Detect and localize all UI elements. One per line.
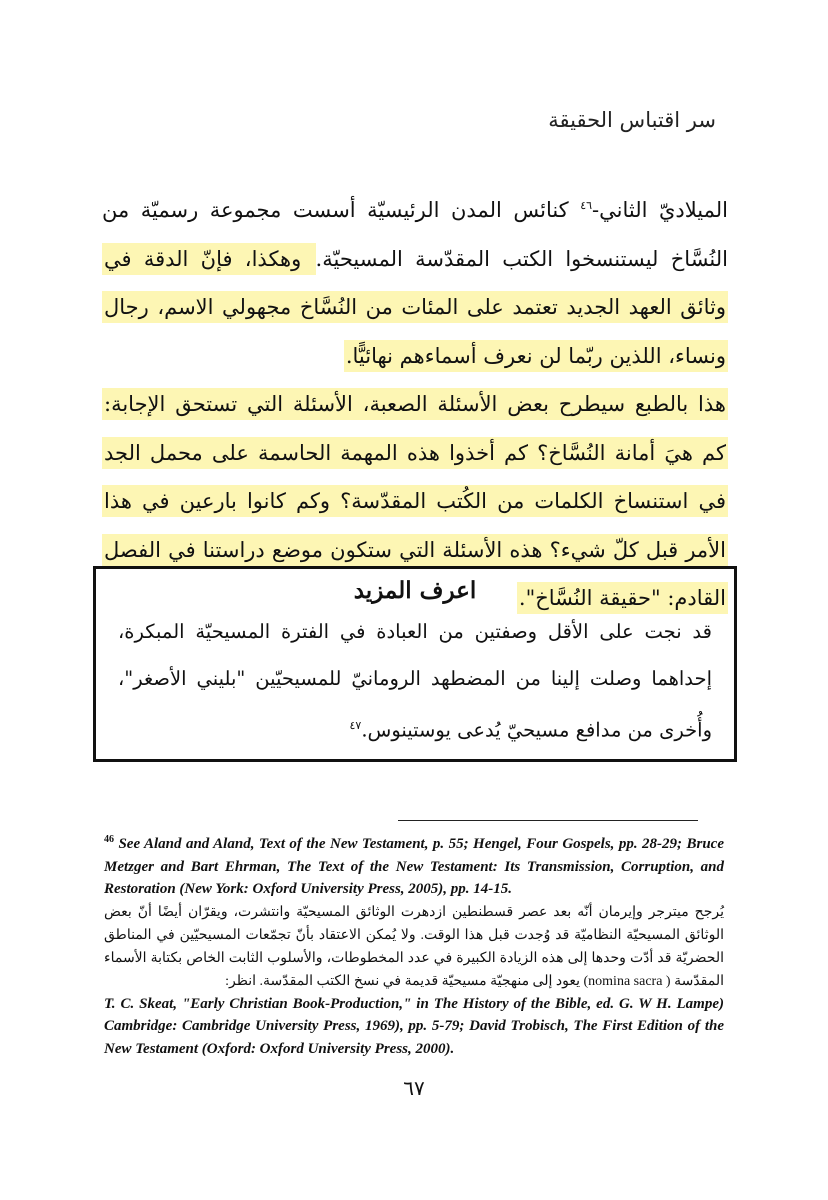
para1-intro: الميلاديّ الثاني- <box>592 198 728 222</box>
learn-more-text <box>118 608 712 754</box>
footnotes-section <box>104 829 724 1060</box>
paragraph-1 <box>102 182 728 380</box>
footnote-46-text: See Aland and Aland, Text of the New Testament, p. 55; Hengel, Four Gospels, pp. 28-29; Bruce Metzger and Bart Ehrman, The Text of the New Testament: Its Transmission, Corruption, and Restoration (New York: Oxford University Press, 2005), pp. 14-15. <box>104 836 724 897</box>
footnote-46-number: 46 <box>104 834 114 845</box>
footnote-47-english: T. C. Skeat, "Early Christian Book-Production," in The History of the Bible, ed. G. W H. Lampe) Cambridge: Cambridge University Press, 1969), pp. 5-79; David Trobisch, The First Edition of the New Testament (Oxford: Oxford University Press, 2000). <box>104 995 724 1057</box>
footnote-ref-46[interactable]: ٤٦ <box>580 199 593 212</box>
running-header: سر اقتباس الحقيقة <box>548 108 716 132</box>
page-number: ٦٧ <box>403 1076 425 1100</box>
learn-more-body: قد نجت على الأقل وصفتين من العبادة في الفترة المسيحيّة المبكرة، إحداهما وصلت إلينا من المضطهد الرومانيّ للمسيحيّين "بليني الأصغر"، وأُخرى من مدافع مسيحيّ يُدعى يوستينوس. <box>118 620 712 742</box>
highlighted-passage-1: وهكذا، فإنّ الدقة في وثائق العهد الجديد تعتمد على المئات من النُسَّاخ مجهولي الاسم، رجال ونساء، اللذين ربّما لن نعرف أسماءهم نهائيًّا. <box>102 243 728 372</box>
para1-rest: كنائس المدن الرئيسيّة أسست مجموعة رسميّة من النُسَّاخ ليستنسخوا الكتب المقدّسة المسيحيّة. <box>102 198 728 271</box>
footnote-46 <box>104 829 724 901</box>
footnote-divider <box>398 820 698 821</box>
footnote-47-arabic: يُرجح ميترجر وإيرمان أنّه بعد عصر قسطنطين ازدهرت الوثائق المسيحيّة وانتشرت، ويقرّان أيضًا أنّ بعض الوثائق المسيحيّة النظاميّة قد وُجدت قبل هذا الوقت. ولا يُمكن الاعتقاد بأنّ تجمّعات المسيحيّين في المناطق الحضريّة قد أدّت وحدها إلى هذه الزيادة الكبيرة في عدد المخطوطات، والأسلوب الثابت الخاص بكتابة الأسماء المقدّسة ( nomina sacra) يعود إلى منهجيّة مسيحيّة قديمة في نسخ الكتب المقدّسة. انظر: <box>104 904 724 989</box>
learn-more-box <box>93 566 737 762</box>
footnote-ref-47[interactable]: ٤٧ <box>349 719 362 732</box>
main-body-text <box>102 182 728 623</box>
learn-more-title: اعرف المزيد <box>353 577 477 604</box>
highlighted-passage-2: هذا بالطبع سيطرح بعض الأسئلة الصعبة، الأسئلة التي تستحق الإجابة: كم هيَ أمانة النُسَّاخ؟ كم أخذوا هذه المهمة الحاسمة على محمل الجد في استنساخ الكلمات من الكُتب المقدّسة؟ وكم كانوا بارعين في هذا الأمر قبل كلّ شيء؟ هذه الأسئلة التي ستكون موضع دراستنا في الفصل القادم: "حقيقة النُسَّاخ". <box>102 388 728 614</box>
